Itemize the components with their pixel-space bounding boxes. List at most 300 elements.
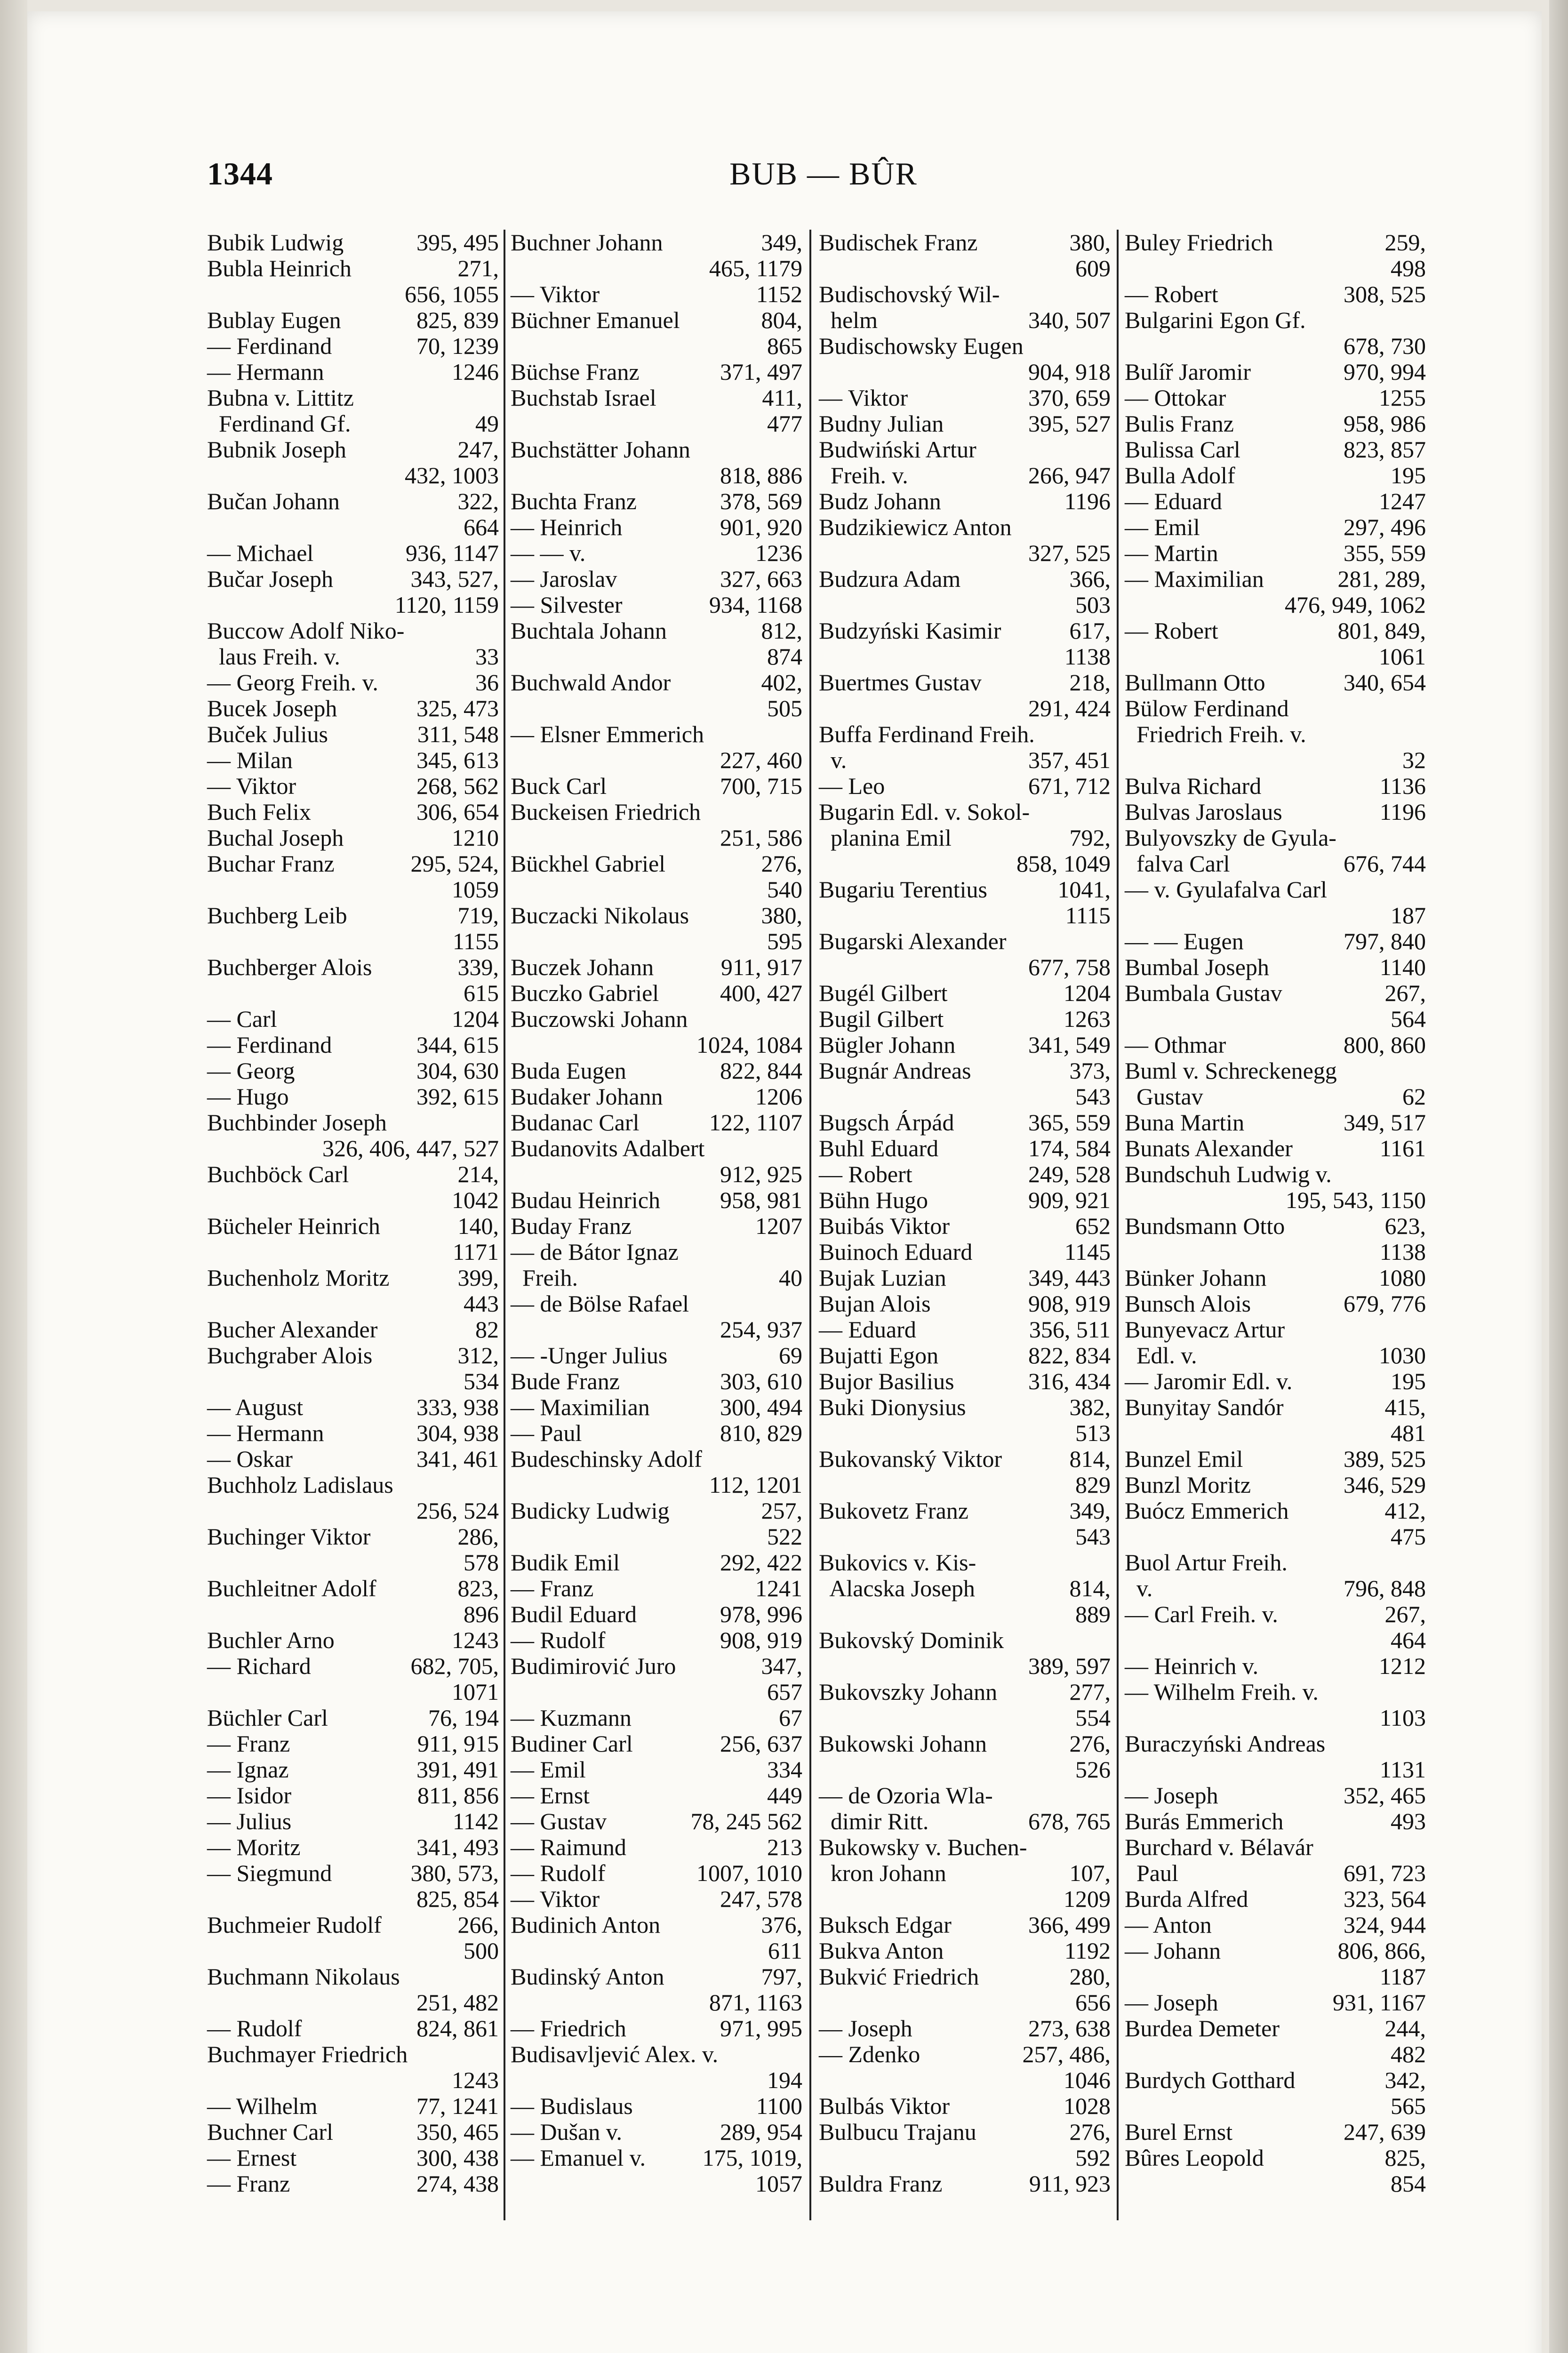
entry-pages: 534 bbox=[464, 1368, 499, 1394]
entry-pages: 69 bbox=[779, 1342, 802, 1369]
index-entry bbox=[207, 1110, 499, 1136]
index-entry bbox=[819, 1860, 1111, 1886]
index-entry bbox=[1125, 1601, 1426, 1627]
entry-name: Bückhel Gabriel bbox=[511, 850, 666, 877]
entry-pages: 475 bbox=[1391, 1523, 1426, 1550]
index-entry bbox=[819, 877, 1111, 903]
entry-pages: 1206 bbox=[755, 1083, 802, 1110]
index-entry bbox=[1125, 1757, 1426, 1783]
entry-name: Bukovanský Viktor bbox=[819, 1446, 1002, 1472]
entry-name: Bukva Anton bbox=[819, 1937, 944, 1964]
entry-name: — Carl Freih. v. bbox=[1125, 1601, 1278, 1627]
index-entry bbox=[1125, 1265, 1426, 1291]
entry-pages: 300, 438 bbox=[416, 2145, 499, 2171]
index-entry bbox=[819, 1187, 1111, 1213]
entry-pages: 345, 613 bbox=[416, 747, 499, 773]
index-entry bbox=[1125, 1472, 1426, 1498]
index-entry bbox=[1125, 230, 1426, 256]
entry-name: Bulvas Jaroslaus bbox=[1125, 799, 1282, 825]
index-entry bbox=[1125, 2119, 1426, 2145]
entry-name: Budwiński Artur bbox=[819, 436, 976, 463]
index-entry bbox=[511, 566, 802, 592]
entry-pages: 400, 427 bbox=[720, 980, 802, 1006]
entry-pages: 112, 1201 bbox=[709, 1472, 802, 1498]
entry-name: — Budislaus bbox=[511, 2093, 633, 2119]
entry-pages: 810, 829 bbox=[720, 1420, 802, 1446]
entry-pages: 564 bbox=[1391, 1006, 1426, 1032]
index-entry bbox=[207, 1783, 499, 1809]
entry-pages: 257, 486, bbox=[1022, 2041, 1111, 2067]
index-entry bbox=[511, 851, 802, 877]
index-column-2 bbox=[511, 230, 802, 2197]
entry-pages: 259, bbox=[1384, 229, 1426, 256]
entry-name: Budz Johann bbox=[819, 488, 941, 514]
entry-pages: 449 bbox=[767, 1782, 802, 1809]
entry-pages: 277, bbox=[1069, 1679, 1111, 1705]
entry-pages: 295, 524, bbox=[410, 850, 499, 877]
index-entry bbox=[207, 696, 499, 721]
column-rule bbox=[504, 230, 505, 2220]
entry-pages: 1196 bbox=[1379, 799, 1426, 825]
entry-name: — v. Gyulafalva Carl bbox=[1125, 876, 1327, 903]
entry-name: Budeschinsky Adolf bbox=[511, 1446, 702, 1472]
entry-name: Buchbinder Joseph bbox=[207, 1109, 387, 1136]
entry-pages: 1103 bbox=[1379, 1705, 1426, 1731]
entry-name: kron Johann bbox=[819, 1860, 946, 1886]
entry-pages: 1138 bbox=[1064, 643, 1111, 670]
entry-pages: 292, 422 bbox=[720, 1549, 802, 1576]
index-entry bbox=[511, 1084, 802, 1110]
entry-pages: 811, 856 bbox=[417, 1782, 499, 1809]
column-rule bbox=[1117, 230, 1119, 2220]
index-entry bbox=[819, 1369, 1111, 1394]
index-entry bbox=[511, 928, 802, 954]
entry-pages: 1161 bbox=[1379, 1135, 1426, 1161]
index-entry bbox=[207, 1834, 499, 1860]
index-entry bbox=[1125, 2067, 1426, 2093]
entry-name: Buchtala Johann bbox=[511, 617, 667, 644]
index-entry bbox=[819, 1757, 1111, 1783]
index-entry bbox=[207, 644, 499, 670]
entry-pages: 677, 758 bbox=[1028, 954, 1111, 980]
index-entry bbox=[1125, 825, 1426, 851]
entry-name: Burel Ernst bbox=[1125, 2119, 1233, 2145]
entry-pages: 526 bbox=[1075, 1756, 1111, 1783]
entry-pages: 122, 1107 bbox=[709, 1109, 802, 1136]
entry-name: — Ernst bbox=[511, 1782, 590, 1809]
entry-pages: 676, 744 bbox=[1344, 850, 1426, 877]
entry-pages: 481 bbox=[1391, 1420, 1426, 1446]
entry-name: — Carl bbox=[207, 1006, 277, 1032]
entry-pages: 671, 712 bbox=[1028, 773, 1111, 799]
entry-pages: 340, 654 bbox=[1344, 669, 1426, 696]
index-entry bbox=[819, 1084, 1111, 1110]
entry-name: Burdea Demeter bbox=[1125, 2015, 1280, 2041]
index-entry bbox=[207, 1679, 499, 1705]
entry-name: — Rudolf bbox=[511, 1627, 606, 1653]
index-entry bbox=[1125, 1006, 1426, 1032]
index-entry bbox=[819, 1058, 1111, 1084]
entry-name: Buchwald Andor bbox=[511, 669, 671, 696]
index-entry bbox=[511, 1317, 802, 1343]
index-entry bbox=[819, 1317, 1111, 1343]
entry-pages: 822, 834 bbox=[1028, 1342, 1111, 1369]
entry-pages: 67 bbox=[779, 1705, 802, 1731]
entry-pages: 812, bbox=[761, 617, 802, 644]
entry-pages: 411, bbox=[762, 384, 802, 411]
index-entry bbox=[1125, 307, 1426, 333]
index-entry bbox=[1125, 1938, 1426, 1964]
entry-name: — Julius bbox=[207, 1808, 292, 1834]
index-entry bbox=[1125, 1834, 1426, 1860]
entry-pages: 814, bbox=[1069, 1575, 1111, 1601]
index-entry bbox=[511, 799, 802, 825]
entry-pages: 346, 529 bbox=[1344, 1472, 1426, 1498]
entry-name: Bubla Heinrich bbox=[207, 255, 352, 281]
index-entry bbox=[511, 644, 802, 670]
entry-pages: 1255 bbox=[1379, 384, 1426, 411]
entry-name: Buchstab Israel bbox=[511, 384, 656, 411]
index-entry bbox=[511, 2093, 802, 2119]
entry-pages: 500 bbox=[464, 1937, 499, 1964]
entry-pages: 350, 465 bbox=[416, 2119, 499, 2145]
entry-pages: 657 bbox=[767, 1679, 802, 1705]
index-entry bbox=[1125, 2171, 1426, 2197]
entry-name: Buchner Johann bbox=[511, 229, 663, 256]
index-entry bbox=[207, 1498, 499, 1524]
entry-name: Buócz Emmerich bbox=[1125, 1497, 1289, 1524]
entry-name: Buchleitner Adolf bbox=[207, 1575, 376, 1601]
entry-pages: 266, bbox=[457, 1912, 499, 1938]
index-entry bbox=[511, 385, 802, 411]
index-entry bbox=[819, 1524, 1111, 1550]
entry-name: Budzura Adam bbox=[819, 566, 961, 592]
page-number: 1344 bbox=[207, 156, 273, 192]
entry-name: — Isidor bbox=[207, 1782, 292, 1809]
entry-pages: 304, 938 bbox=[416, 1420, 499, 1446]
entry-pages: 342, bbox=[1384, 2067, 1426, 2093]
index-entry bbox=[819, 747, 1111, 773]
entry-pages: 595 bbox=[767, 928, 802, 954]
index-entry bbox=[1125, 1110, 1426, 1136]
entry-pages: 797, 840 bbox=[1344, 928, 1426, 954]
index-entry bbox=[819, 1265, 1111, 1291]
index-entry bbox=[207, 2171, 499, 2197]
entry-name: Buchberger Alois bbox=[207, 954, 372, 980]
entry-pages: 691, 723 bbox=[1344, 1860, 1426, 1886]
entry-pages: 432, 1003 bbox=[405, 462, 499, 488]
entry-pages: 1171 bbox=[452, 1239, 499, 1265]
entry-pages: 378, 569 bbox=[720, 488, 802, 514]
index-entry bbox=[1125, 1498, 1426, 1524]
entry-name: — Emil bbox=[511, 1756, 586, 1783]
entry-pages: 268, 562 bbox=[416, 773, 499, 799]
index-column-3 bbox=[819, 230, 1111, 2197]
entry-pages: 901, 920 bbox=[720, 514, 802, 540]
entry-name: Buksch Edgar bbox=[819, 1912, 952, 1938]
entry-name: Budzikiewicz Anton bbox=[819, 514, 1012, 540]
entry-pages: 187 bbox=[1391, 902, 1426, 928]
entry-name: Buczacki Nikolaus bbox=[511, 902, 689, 928]
index-entry bbox=[207, 514, 499, 540]
index-column-1 bbox=[207, 230, 499, 2197]
entry-pages: 682, 705, bbox=[410, 1653, 499, 1679]
entry-name: — Viktor bbox=[511, 1886, 600, 1912]
index-entry bbox=[511, 877, 802, 903]
entry-name: Buchar Franz bbox=[207, 850, 335, 877]
entry-name: Buchholz Ladislaus bbox=[207, 1472, 393, 1498]
entry-pages: 482 bbox=[1391, 2041, 1426, 2067]
entry-name: — Jaromir Edl. v. bbox=[1125, 1368, 1293, 1394]
entry-name: Büchner Emanuel bbox=[511, 307, 680, 333]
entry-pages: 76, 194 bbox=[428, 1705, 499, 1731]
index-entry bbox=[1125, 514, 1426, 540]
entry-pages: 652 bbox=[1075, 1213, 1111, 1239]
index-entry bbox=[207, 903, 499, 928]
entry-name: — Eduard bbox=[1125, 488, 1222, 514]
index-entry bbox=[819, 2016, 1111, 2041]
index-entry bbox=[819, 281, 1111, 307]
index-entry bbox=[819, 488, 1111, 514]
index-entry bbox=[511, 980, 802, 1006]
entry-name: Bühn Hugo bbox=[819, 1187, 928, 1213]
entry-pages: 889 bbox=[1075, 1601, 1111, 1627]
entry-pages: 896 bbox=[464, 1601, 499, 1627]
entry-pages: 970, 994 bbox=[1344, 359, 1426, 385]
index-entry bbox=[1125, 1136, 1426, 1161]
entry-pages: 251, 586 bbox=[720, 824, 802, 851]
entry-name: v. bbox=[1125, 1575, 1153, 1601]
entry-pages: 1041, bbox=[1057, 876, 1111, 903]
index-entry bbox=[819, 773, 1111, 799]
entry-pages: 700, 715 bbox=[720, 773, 802, 799]
entry-name: Büchler Carl bbox=[207, 1705, 328, 1731]
entry-pages: 792, bbox=[1069, 824, 1111, 851]
index-entry bbox=[511, 1886, 802, 1912]
index-entry bbox=[207, 1705, 499, 1731]
index-entry bbox=[511, 514, 802, 540]
entry-pages: 366, 499 bbox=[1028, 1912, 1111, 1938]
index-entry bbox=[1125, 1627, 1426, 1653]
entry-pages: 858, 1049 bbox=[1016, 850, 1111, 877]
index-entry bbox=[207, 721, 499, 747]
entry-name: Buchgraber Alois bbox=[207, 1342, 373, 1369]
entry-pages: 49 bbox=[475, 410, 499, 437]
entry-pages: 806, 866, bbox=[1337, 1937, 1426, 1964]
index-entry bbox=[511, 1239, 802, 1265]
entry-name: Budzyński Kasimir bbox=[819, 617, 1001, 644]
entry-pages: 719, bbox=[457, 902, 499, 928]
index-entry bbox=[511, 1964, 802, 1990]
entry-name: planina Emil bbox=[819, 824, 952, 851]
entry-name: — August bbox=[207, 1394, 304, 1420]
entry-pages: 615 bbox=[464, 980, 499, 1006]
index-entry bbox=[511, 281, 802, 307]
index-entry bbox=[819, 1136, 1111, 1161]
index-entry bbox=[207, 1731, 499, 1757]
index-entry bbox=[819, 540, 1111, 566]
index-entry bbox=[819, 2171, 1111, 2197]
index-entry bbox=[207, 1187, 499, 1213]
index-entry bbox=[511, 1472, 802, 1498]
entry-pages: 312, bbox=[457, 1342, 499, 1369]
entry-pages: 33 bbox=[475, 643, 499, 670]
entry-pages: 289, 954 bbox=[720, 2119, 802, 2145]
entry-pages: 617, bbox=[1069, 617, 1111, 644]
entry-pages: 1210 bbox=[452, 824, 499, 851]
index-entry bbox=[207, 2119, 499, 2145]
index-entry bbox=[207, 1265, 499, 1291]
entry-pages: 1192 bbox=[1064, 1937, 1111, 1964]
entry-pages: 1204 bbox=[452, 1006, 499, 1032]
entry-name: — Martin bbox=[1125, 540, 1218, 566]
entry-name: Bundsmann Otto bbox=[1125, 1213, 1285, 1239]
entry-pages: 392, 615 bbox=[416, 1083, 499, 1110]
entry-pages: 1080 bbox=[1379, 1265, 1426, 1291]
index-entry bbox=[1125, 747, 1426, 773]
index-entry bbox=[511, 1576, 802, 1601]
index-entry bbox=[1125, 566, 1426, 592]
entry-pages: 465, 1179 bbox=[709, 255, 802, 281]
index-entry bbox=[1125, 463, 1426, 488]
entry-name: Bugarin Edl. v. Sokol- bbox=[819, 799, 1030, 825]
entry-name: Bullmann Otto bbox=[1125, 669, 1265, 696]
index-entry bbox=[511, 307, 802, 333]
entry-pages: 357, 451 bbox=[1028, 747, 1111, 773]
entry-pages: 503 bbox=[1075, 592, 1111, 618]
entry-name: Buchinger Viktor bbox=[207, 1523, 371, 1550]
index-entry bbox=[819, 1705, 1111, 1731]
entry-pages: 349, bbox=[761, 229, 802, 256]
entry-name: — Milan bbox=[207, 747, 293, 773]
index-entry bbox=[819, 307, 1111, 333]
index-entry bbox=[511, 747, 802, 773]
entry-pages: 195 bbox=[1391, 1368, 1426, 1394]
entry-name: — Jaroslav bbox=[511, 566, 617, 592]
entry-pages: 1196 bbox=[1064, 488, 1111, 514]
index-entry bbox=[207, 540, 499, 566]
index-entry bbox=[511, 230, 802, 256]
entry-pages: 854 bbox=[1391, 2170, 1426, 2197]
index-entry bbox=[207, 928, 499, 954]
index-entry bbox=[511, 2016, 802, 2041]
entry-pages: 824, 861 bbox=[416, 2015, 499, 2041]
entry-pages: 1071 bbox=[452, 1679, 499, 1705]
entry-pages: 476, 949, 1062 bbox=[1285, 592, 1426, 618]
index-entry bbox=[1125, 618, 1426, 644]
index-entry bbox=[511, 1731, 802, 1757]
entry-pages: 343, 527, bbox=[410, 566, 499, 592]
entry-name: Buibás Viktor bbox=[819, 1213, 950, 1239]
entry-pages: 936, 1147 bbox=[405, 540, 499, 566]
entry-pages: 40 bbox=[779, 1265, 802, 1291]
entry-pages: 592 bbox=[1075, 2145, 1111, 2171]
index-entry bbox=[1125, 1032, 1426, 1058]
entry-pages: 1243 bbox=[452, 2067, 499, 2093]
index-entry bbox=[1125, 1369, 1426, 1394]
index-entry bbox=[819, 1550, 1111, 1576]
index-entry bbox=[819, 411, 1111, 437]
entry-name: Burdych Gotthard bbox=[1125, 2067, 1296, 2093]
entry-pages: 797, bbox=[761, 1963, 802, 1990]
entry-name: Bubna v. Littitz bbox=[207, 384, 354, 411]
index-entry bbox=[511, 1990, 802, 2016]
entry-pages: 578 bbox=[464, 1549, 499, 1576]
entry-pages: 244, bbox=[1384, 2015, 1426, 2041]
entry-name: — Moritz bbox=[207, 1834, 301, 1860]
index-entry bbox=[819, 256, 1111, 281]
entry-name: Friedrich Freih. v. bbox=[1125, 721, 1306, 747]
index-entry bbox=[1125, 1860, 1426, 1886]
entry-pages: 380, 573, bbox=[410, 1860, 499, 1886]
entry-pages: 70, 1239 bbox=[416, 333, 499, 359]
entry-pages: 1007, 1010 bbox=[696, 1860, 802, 1886]
entry-name: — Dušan v. bbox=[511, 2119, 623, 2145]
entry-name: Bulbucu Trajanu bbox=[819, 2119, 976, 2145]
entry-name: — Elsner Emmerich bbox=[511, 721, 704, 747]
index-entry bbox=[511, 1161, 802, 1187]
entry-name: Bugnár Andreas bbox=[819, 1057, 971, 1084]
index-entry bbox=[1125, 411, 1426, 437]
entry-name: Budanac Carl bbox=[511, 1109, 640, 1136]
entry-name: Bugariu Terentius bbox=[819, 876, 988, 903]
index-entry bbox=[1125, 1446, 1426, 1472]
entry-name: — Anton bbox=[1125, 1912, 1212, 1938]
entry-name: — Gustav bbox=[511, 1808, 607, 1834]
entry-pages: 958, 986 bbox=[1344, 410, 1426, 437]
index-entry bbox=[207, 1912, 499, 1938]
entry-pages: 247, 639 bbox=[1344, 2119, 1426, 2145]
entry-pages: 256, 524 bbox=[416, 1497, 499, 1524]
entry-name: Buchenholz Moritz bbox=[207, 1265, 390, 1291]
index-entry bbox=[1125, 488, 1426, 514]
index-entry bbox=[511, 1110, 802, 1136]
entry-pages: 818, 886 bbox=[720, 462, 802, 488]
index-entry bbox=[1125, 1343, 1426, 1369]
entry-pages: 911, 923 bbox=[1029, 2170, 1111, 2197]
index-entry bbox=[207, 385, 499, 411]
entry-name: — Viktor bbox=[511, 281, 600, 307]
index-entry bbox=[819, 1291, 1111, 1317]
index-entry bbox=[207, 1343, 499, 1369]
index-entry bbox=[511, 592, 802, 618]
index-entry bbox=[819, 1912, 1111, 1938]
entry-pages: 931, 1167 bbox=[1332, 1989, 1426, 2016]
entry-pages: 912, 925 bbox=[720, 1161, 802, 1187]
entry-name: — Franz bbox=[511, 1575, 594, 1601]
entry-pages: 195 bbox=[1391, 462, 1426, 488]
entry-name: Buffa Ferdinand Freih. bbox=[819, 721, 1035, 747]
entry-pages: 316, 434 bbox=[1028, 1368, 1111, 1394]
entry-name: Bukovetz Franz bbox=[819, 1497, 968, 1524]
entry-name: Bumbal Joseph bbox=[1125, 954, 1269, 980]
entry-pages: 1247 bbox=[1379, 488, 1426, 514]
index-entry bbox=[1125, 2145, 1426, 2171]
entry-pages: 281, 289, bbox=[1337, 566, 1426, 592]
index-entry bbox=[207, 1317, 499, 1343]
entry-name: Budimirović Juro bbox=[511, 1653, 676, 1679]
entry-name: Gustav bbox=[1125, 1083, 1203, 1110]
entry-name: Buczowski Johann bbox=[511, 1006, 688, 1032]
index-entry bbox=[511, 618, 802, 644]
index-entry bbox=[511, 1860, 802, 1886]
entry-pages: 1263 bbox=[1064, 1006, 1111, 1032]
entry-pages: 801, 849, bbox=[1337, 617, 1426, 644]
entry-name: Bugarski Alexander bbox=[819, 928, 1007, 954]
index-entry bbox=[207, 2016, 499, 2041]
entry-pages: 656 bbox=[1075, 1989, 1111, 2016]
entry-name: — -Unger Julius bbox=[511, 1342, 668, 1369]
